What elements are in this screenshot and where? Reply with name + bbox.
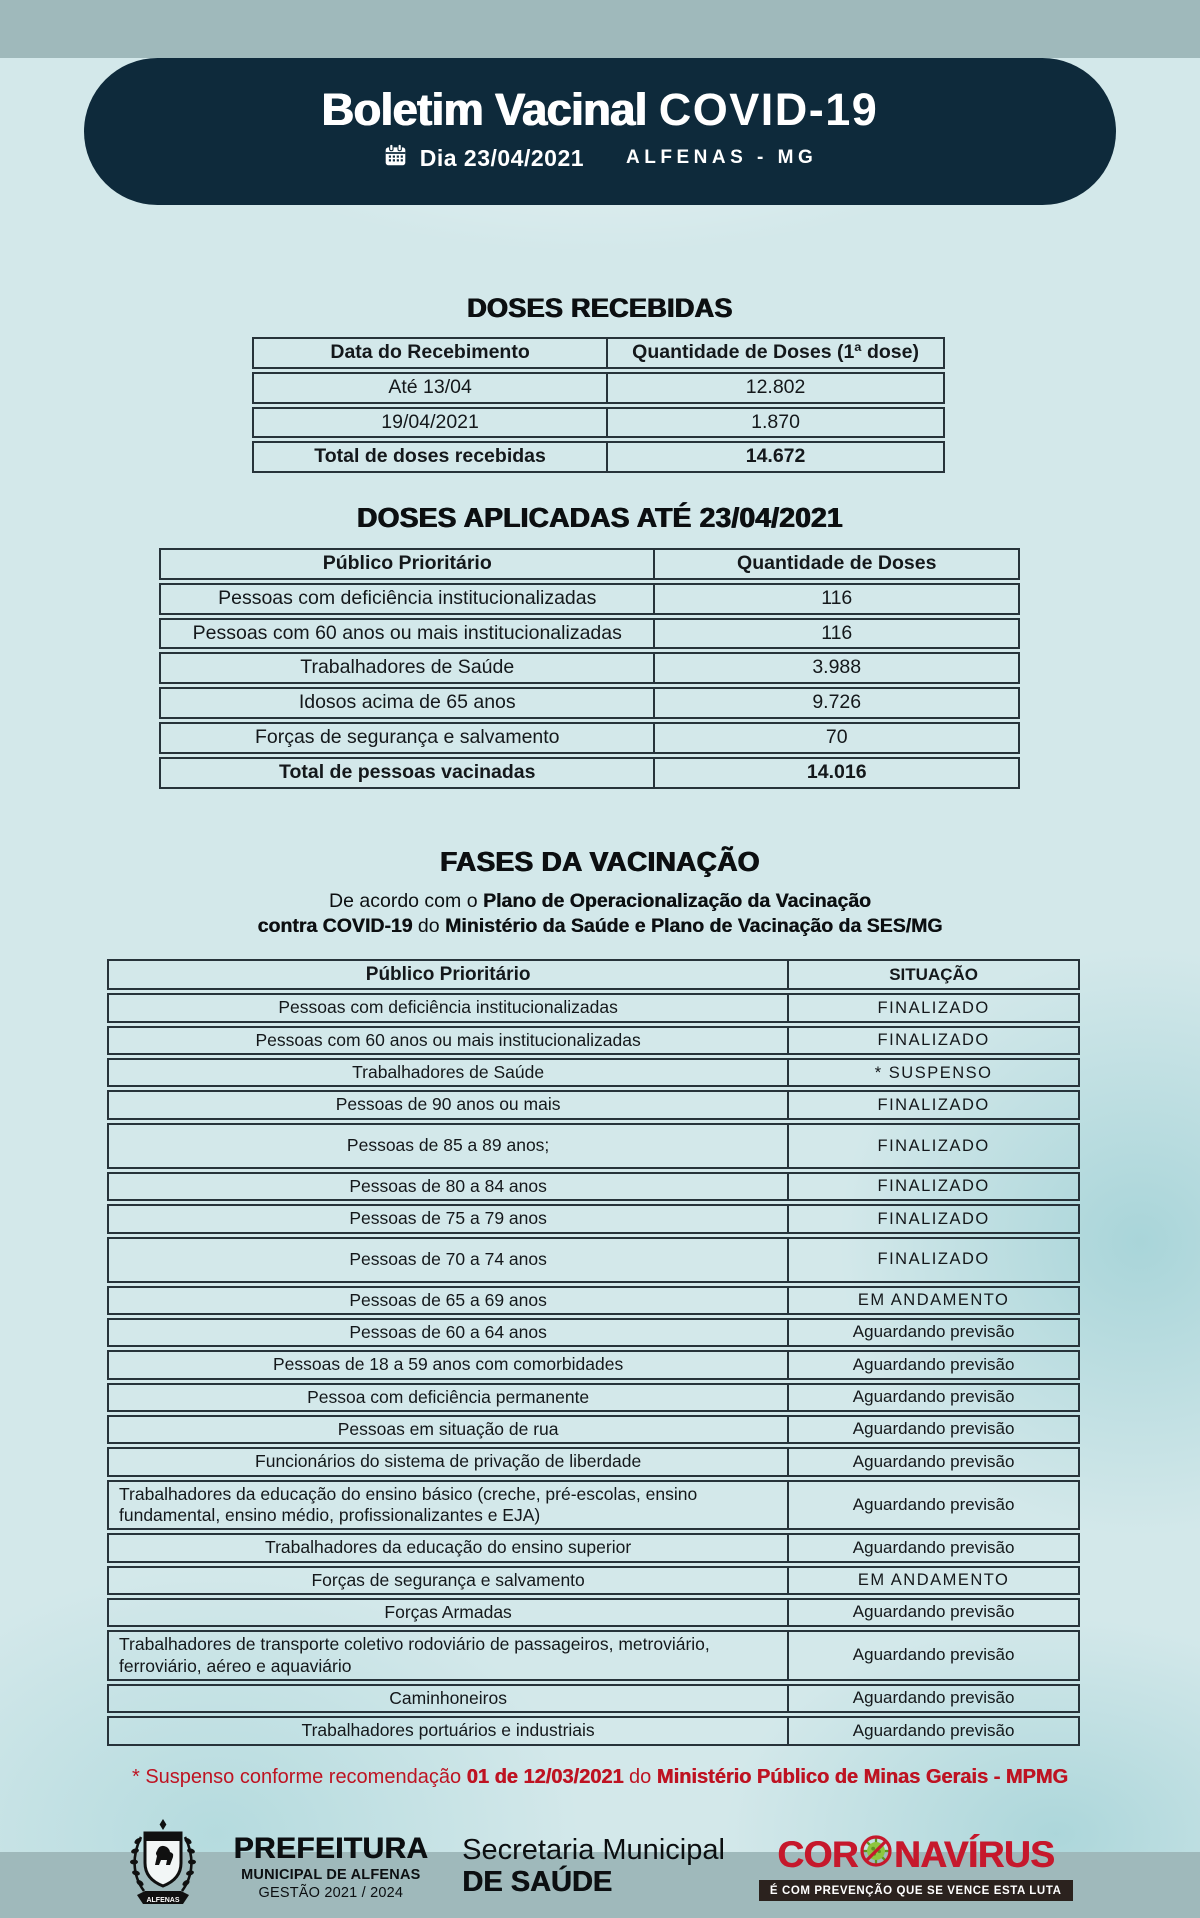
table-row <box>107 1566 1080 1595</box>
city-label: ALFENAS - MG <box>626 147 818 168</box>
bulletin-page <box>0 58 1200 1904</box>
crest-banner-text: ALFENAS <box>146 1896 181 1904</box>
fase-label: Trabalhadores da educação do ensino superior <box>109 1535 789 1560</box>
note-bold: 01 de 12/03/2021 <box>466 1765 624 1788</box>
table-header-row <box>252 337 945 369</box>
prefeitura-title: PREFEITURA <box>233 1832 429 1866</box>
fase-status: FINALIZADO <box>877 1031 990 1050</box>
row-value: 9.726 <box>812 691 862 714</box>
fase-status: Aguardando previsão <box>852 1688 1015 1708</box>
prefeitura-gestao: GESTÃO 2021 / 2024 <box>258 1884 404 1901</box>
table-header-row <box>159 548 1020 580</box>
note-text: do <box>623 1765 657 1788</box>
fase-status: FINALIZADO <box>877 1209 990 1228</box>
note-bold: Ministério Público de Minas Gerais - MPMG <box>656 1765 1068 1788</box>
fase-status: EM ANDAMENTO <box>857 1571 1010 1590</box>
row-value: 70 <box>825 726 848 749</box>
calendar-icon <box>383 143 408 173</box>
table-row <box>107 993 1080 1022</box>
subtitle-bold: contra COVID-19 <box>257 914 413 937</box>
fase-label: Pessoas de 60 a 64 anos <box>109 1320 789 1345</box>
fase-status: * SUSPENSO <box>874 1063 993 1082</box>
row-value: 1.870 <box>751 410 800 433</box>
col-header-quantidade: Quantidade de Doses (1ª dose) <box>632 341 919 363</box>
table-row <box>107 1630 1080 1681</box>
total-value: 14.016 <box>806 760 867 783</box>
col-header-data-recebimento: Data do Recebimento <box>254 339 608 367</box>
table-row <box>159 652 1020 684</box>
table-row <box>107 1480 1080 1531</box>
row-label: Trabalhadores de Saúde <box>161 654 655 682</box>
row-value: 116 <box>821 621 853 644</box>
fase-status: Aguardando previsão <box>852 1354 1015 1374</box>
section-title-doses-recebidas: DOSES RECEBIDAS <box>467 293 733 323</box>
secretaria-logo <box>462 1835 725 1899</box>
row-label: Até 13/04 <box>254 374 608 402</box>
fases-table <box>107 959 1080 1745</box>
table-row <box>159 722 1020 754</box>
fases-subtitle <box>0 889 1200 940</box>
fase-status: Aguardando previsão <box>852 1645 1015 1665</box>
table-total-row <box>252 441 945 473</box>
table-row <box>252 372 945 404</box>
fase-status: Aguardando previsão <box>852 1451 1015 1471</box>
table-row <box>107 1172 1080 1201</box>
row-label: Forças de segurança e salvamento <box>161 724 655 752</box>
section-title-fases: FASES DA VACINAÇÃO <box>440 845 760 877</box>
col-header-publico: Público Prioritário <box>109 961 789 988</box>
table-row <box>107 1415 1080 1444</box>
row-value: 3.988 <box>812 656 862 679</box>
subtitle-text: do <box>412 914 446 937</box>
alfenas-coat-of-arms-icon <box>127 1817 199 1918</box>
fase-label: Pessoas de 90 anos ou mais <box>109 1092 789 1117</box>
fase-label: Pessoas de 85 a 89 anos; <box>109 1125 789 1167</box>
footer-logos <box>0 1817 1200 1918</box>
table-row <box>159 618 1020 650</box>
total-label: Total de pessoas vacinadas <box>161 759 655 787</box>
table-row <box>107 1716 1080 1745</box>
subtitle-bold: Ministério da Saúde e Plano de Vacinação da SES/MG <box>445 914 943 937</box>
fase-label: Pessoas de 18 a 59 anos com comorbidades <box>109 1352 789 1377</box>
fase-status: EM ANDAMENTO <box>857 1291 1010 1310</box>
coronavirus-tagline: É COM PREVENÇÃO QUE SE VENCE ESTA LUTA <box>759 1880 1073 1901</box>
coronavirus-text-left: COR <box>777 1834 858 1876</box>
fase-label: Trabalhadores de transporte coletivo rodoviário de passageiros, metroviário, ferroviário, aéreo e aquaviário <box>109 1632 789 1679</box>
prefeitura-logo <box>233 1833 428 1901</box>
table-row <box>107 1350 1080 1379</box>
page-title <box>84 84 1116 135</box>
table-row <box>107 1533 1080 1562</box>
suspension-note <box>0 1766 1200 1789</box>
fase-status: Aguardando previsão <box>852 1494 1015 1514</box>
fase-status: Aguardando previsão <box>852 1386 1015 1406</box>
fase-label: Forças de segurança e salvamento <box>109 1568 789 1593</box>
total-label: Total de doses recebidas <box>254 443 608 471</box>
table-row <box>159 583 1020 615</box>
subtitle-bold: Plano de Operacionalização da Vacinação <box>482 889 871 912</box>
table-row <box>107 1383 1080 1412</box>
table-row <box>107 1026 1080 1055</box>
section-title-doses-aplicadas: DOSES APLICADAS ATÉ 23/04/2021 <box>357 502 843 534</box>
table-header-row <box>107 959 1080 990</box>
col-header-publico: Público Prioritário <box>161 550 655 578</box>
row-label: Pessoas com 60 anos ou mais institucionalizadas <box>161 620 655 648</box>
coronavirus-text-right: NAVÍRUS <box>893 1834 1055 1876</box>
row-value: 116 <box>821 586 853 609</box>
fase-status: FINALIZADO <box>877 1177 990 1196</box>
fase-status: Aguardando previsão <box>852 1720 1015 1740</box>
fase-label: Pessoas de 70 a 74 anos <box>109 1239 789 1281</box>
table-row <box>107 1286 1080 1315</box>
fase-label: Caminhoneiros <box>109 1686 789 1711</box>
col-header-situacao: SITUAÇÃO <box>889 964 978 984</box>
fase-label: Forças Armadas <box>109 1600 789 1625</box>
fase-status: FINALIZADO <box>877 999 990 1018</box>
table-row <box>107 1204 1080 1233</box>
table-row <box>107 1090 1080 1119</box>
fase-status: Aguardando previsão <box>852 1537 1015 1557</box>
fase-label: Pessoas em situação de rua <box>109 1417 789 1442</box>
fase-status: FINALIZADO <box>877 1096 990 1115</box>
row-label: Pessoas com deficiência institucionalizadas <box>161 585 655 613</box>
fase-label: Pessoas de 80 a 84 anos <box>109 1174 789 1199</box>
fase-label: Pessoas de 65 a 69 anos <box>109 1288 789 1313</box>
table-row <box>107 1684 1080 1713</box>
hero-banner <box>84 58 1116 205</box>
table-row <box>107 1318 1080 1347</box>
fase-label: Trabalhadores de Saúde <box>109 1060 789 1085</box>
fase-label: Funcionários do sistema de privação de liberdade <box>109 1449 789 1474</box>
coronavirus-wordmark <box>759 1834 1073 1877</box>
fase-label: Pessoas com 60 anos ou mais institucionalizadas <box>109 1028 789 1053</box>
row-label: 19/04/2021 <box>254 409 608 437</box>
page-title-suffix: COVID-19 <box>658 84 879 135</box>
fase-label: Pessoa com deficiência permanente <box>109 1385 789 1410</box>
doses-aplicadas-table <box>159 548 1020 788</box>
fase-label: Trabalhadores da educação do ensino básico (creche, pré-escolas, ensino fundamental, ensino médio, profissionalizantes e EJA) <box>109 1482 789 1529</box>
table-total-row <box>159 757 1020 789</box>
table-row <box>252 407 945 439</box>
coronavirus-logo <box>759 1834 1073 1901</box>
table-row <box>107 1058 1080 1087</box>
fase-status: Aguardando previsão <box>852 1602 1015 1622</box>
table-row <box>107 1123 1080 1169</box>
fase-status: FINALIZADO <box>877 1136 990 1155</box>
virus-icon <box>858 1834 894 1877</box>
bulletin-date: Dia 23/04/2021 <box>419 144 585 171</box>
fase-label: Trabalhadores portuários e industriais <box>109 1718 789 1743</box>
fase-label: Pessoas com deficiência institucionalizadas <box>109 995 789 1020</box>
row-value: 12.802 <box>745 375 806 398</box>
fase-status: Aguardando previsão <box>852 1322 1015 1342</box>
table-row <box>107 1447 1080 1476</box>
total-value: 14.672 <box>745 445 806 468</box>
note-text: * Suspenso conforme recomendação <box>132 1765 467 1788</box>
subtitle-text: De acordo com o <box>329 889 483 912</box>
fase-label: Pessoas de 75 a 79 anos <box>109 1206 789 1231</box>
table-row <box>107 1237 1080 1283</box>
col-header-quantidade: Quantidade de Doses <box>737 552 937 575</box>
table-row <box>107 1598 1080 1627</box>
row-label: Idosos acima de 65 anos <box>161 689 655 717</box>
hero-subheader <box>84 143 1116 173</box>
secretaria-line2: DE SAÚDE <box>462 1866 613 1899</box>
prefeitura-subtitle: MUNICIPAL DE ALFENAS <box>241 1866 421 1883</box>
page-title-main: Boletim Vacinal <box>321 84 647 135</box>
fase-status: Aguardando previsão <box>852 1419 1015 1439</box>
table-row <box>159 687 1020 719</box>
doses-recebidas-table <box>252 337 945 473</box>
fase-status: FINALIZADO <box>877 1250 990 1269</box>
secretaria-line1: Secretaria Municipal <box>462 1834 725 1867</box>
